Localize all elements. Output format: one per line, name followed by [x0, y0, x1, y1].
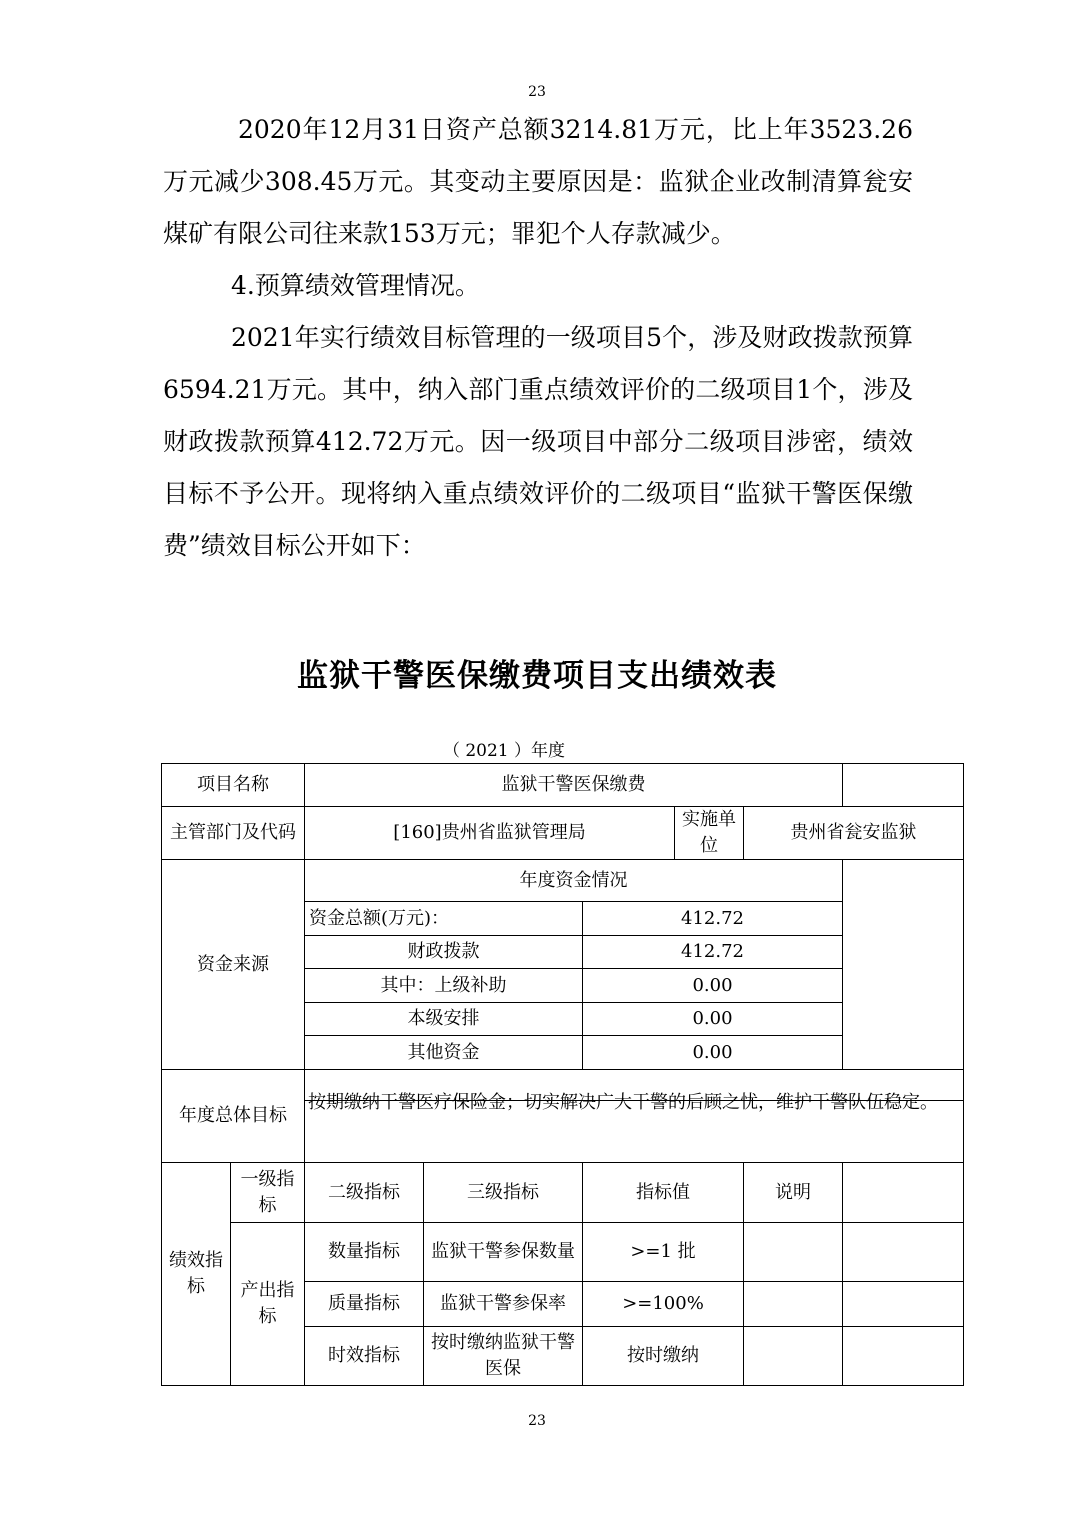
- fund-row-value: 412.72: [583, 936, 843, 969]
- perf-label: 绩效指标: [162, 1163, 231, 1386]
- indicator-level2: 质量指标: [305, 1282, 424, 1327]
- indicator-note: [744, 1327, 843, 1386]
- indicator-note: [744, 1282, 843, 1327]
- year-open: （: [442, 741, 460, 761]
- dept-label: 主管部门及代码: [162, 807, 305, 860]
- table-title: 监狱干警医保缴费项目支出绩效表: [297, 658, 777, 694]
- fund-source-label: 资金来源: [162, 860, 305, 1070]
- table-row: [162, 1223, 964, 1282]
- paragraph-assets: 2020年12月31日资产总额3214.81万元，比上年3523.26万元减少308.45万元。其变动主要原因是：监狱企业改制清算瓮安煤矿有限公司往来款153万元；罪犯个人存款减少。: [163, 115, 913, 248]
- year-value: 2021: [465, 741, 509, 761]
- year-close: ）年度: [514, 741, 566, 761]
- empty-cell: [843, 1163, 964, 1223]
- fund-row-label: 财政拨款: [305, 936, 583, 969]
- table-row: [162, 1070, 964, 1163]
- page-number-top: 23: [528, 84, 546, 100]
- fund-row-value: 0.00: [583, 969, 843, 1003]
- fund-row-label: 其中：上级补助: [305, 969, 583, 1003]
- indicator-level2: 时效指标: [305, 1327, 424, 1386]
- fund-row-value: 0.00: [583, 1036, 843, 1070]
- indicator-value: >=100%: [583, 1282, 744, 1327]
- indicator-value: >=1 批: [583, 1223, 744, 1282]
- annual-goal-cell: [305, 1070, 964, 1163]
- annual-goal-label: 年度总体目标: [162, 1070, 305, 1163]
- table-row: [162, 807, 964, 860]
- table-row: [162, 764, 964, 807]
- table-row: [162, 1163, 964, 1223]
- fund-row-value: 412.72: [583, 902, 843, 936]
- section-heading-budget-performance: 4.预算绩效管理情况。: [231, 271, 480, 300]
- indicator-level3: 按时缴纳监狱干警医保: [424, 1327, 583, 1386]
- empty-cell: [843, 764, 964, 807]
- empty-cell: [843, 1282, 964, 1327]
- page-number-bottom: 23: [528, 1413, 546, 1429]
- indicator-level3: 监狱干警参保数量: [424, 1223, 583, 1282]
- annual-goal-text: 按期缴纳干警医疗保险金；切实解决广大干警的后顾之忧，维护干警队伍稳定。: [308, 1092, 938, 1113]
- header-note: 说明: [744, 1163, 843, 1223]
- project-name-value: 监狱干警医保缴费: [305, 764, 843, 807]
- empty-cell: [843, 1223, 964, 1282]
- year-line: [0, 736, 1008, 761]
- project-name-label: 项目名称: [162, 764, 305, 807]
- impl-label: 实施单位: [675, 807, 744, 860]
- header-level3: 三级指标: [424, 1163, 583, 1223]
- header-level1: 一级指标: [231, 1163, 305, 1223]
- impl-value: 贵州省瓮安监狱: [744, 807, 964, 860]
- annual-fund-label: 年度资金情况: [305, 860, 843, 902]
- paragraph-performance: 2021年实行绩效目标管理的一级项目5个，涉及财政拨款预算6594.21万元。其中，纳入部门重点绩效评价的二级项目1个，涉及财政拨款预算412.72万元。因一级项目中部分二级项目涉密，绩效目标不予公开。现将纳入重点绩效评价的二级项目“监狱干警医保缴费”绩效目标公开如下：: [163, 323, 913, 560]
- indicator-note: [744, 1223, 843, 1282]
- table-row: [162, 860, 964, 902]
- body-text: [163, 104, 913, 572]
- empty-cell: [843, 860, 964, 1070]
- indicator-value: 按时缴纳: [583, 1327, 744, 1386]
- dept-value: [160]贵州省监狱管理局: [305, 807, 675, 860]
- fund-row-label: 资金总额(万元)：: [305, 902, 583, 936]
- header-value: 指标值: [583, 1163, 744, 1223]
- output-label: 产出指标: [231, 1223, 305, 1386]
- fund-row-label: 其他资金: [305, 1036, 583, 1070]
- indicator-level2: 数量指标: [305, 1223, 424, 1282]
- fund-row-label: 本级安排: [305, 1003, 583, 1036]
- fund-row-value: 0.00: [583, 1003, 843, 1036]
- performance-table: [161, 763, 964, 1386]
- indicator-level3: 监狱干警参保率: [424, 1282, 583, 1327]
- header-level2: 二级指标: [305, 1163, 424, 1223]
- empty-cell: [843, 1327, 964, 1386]
